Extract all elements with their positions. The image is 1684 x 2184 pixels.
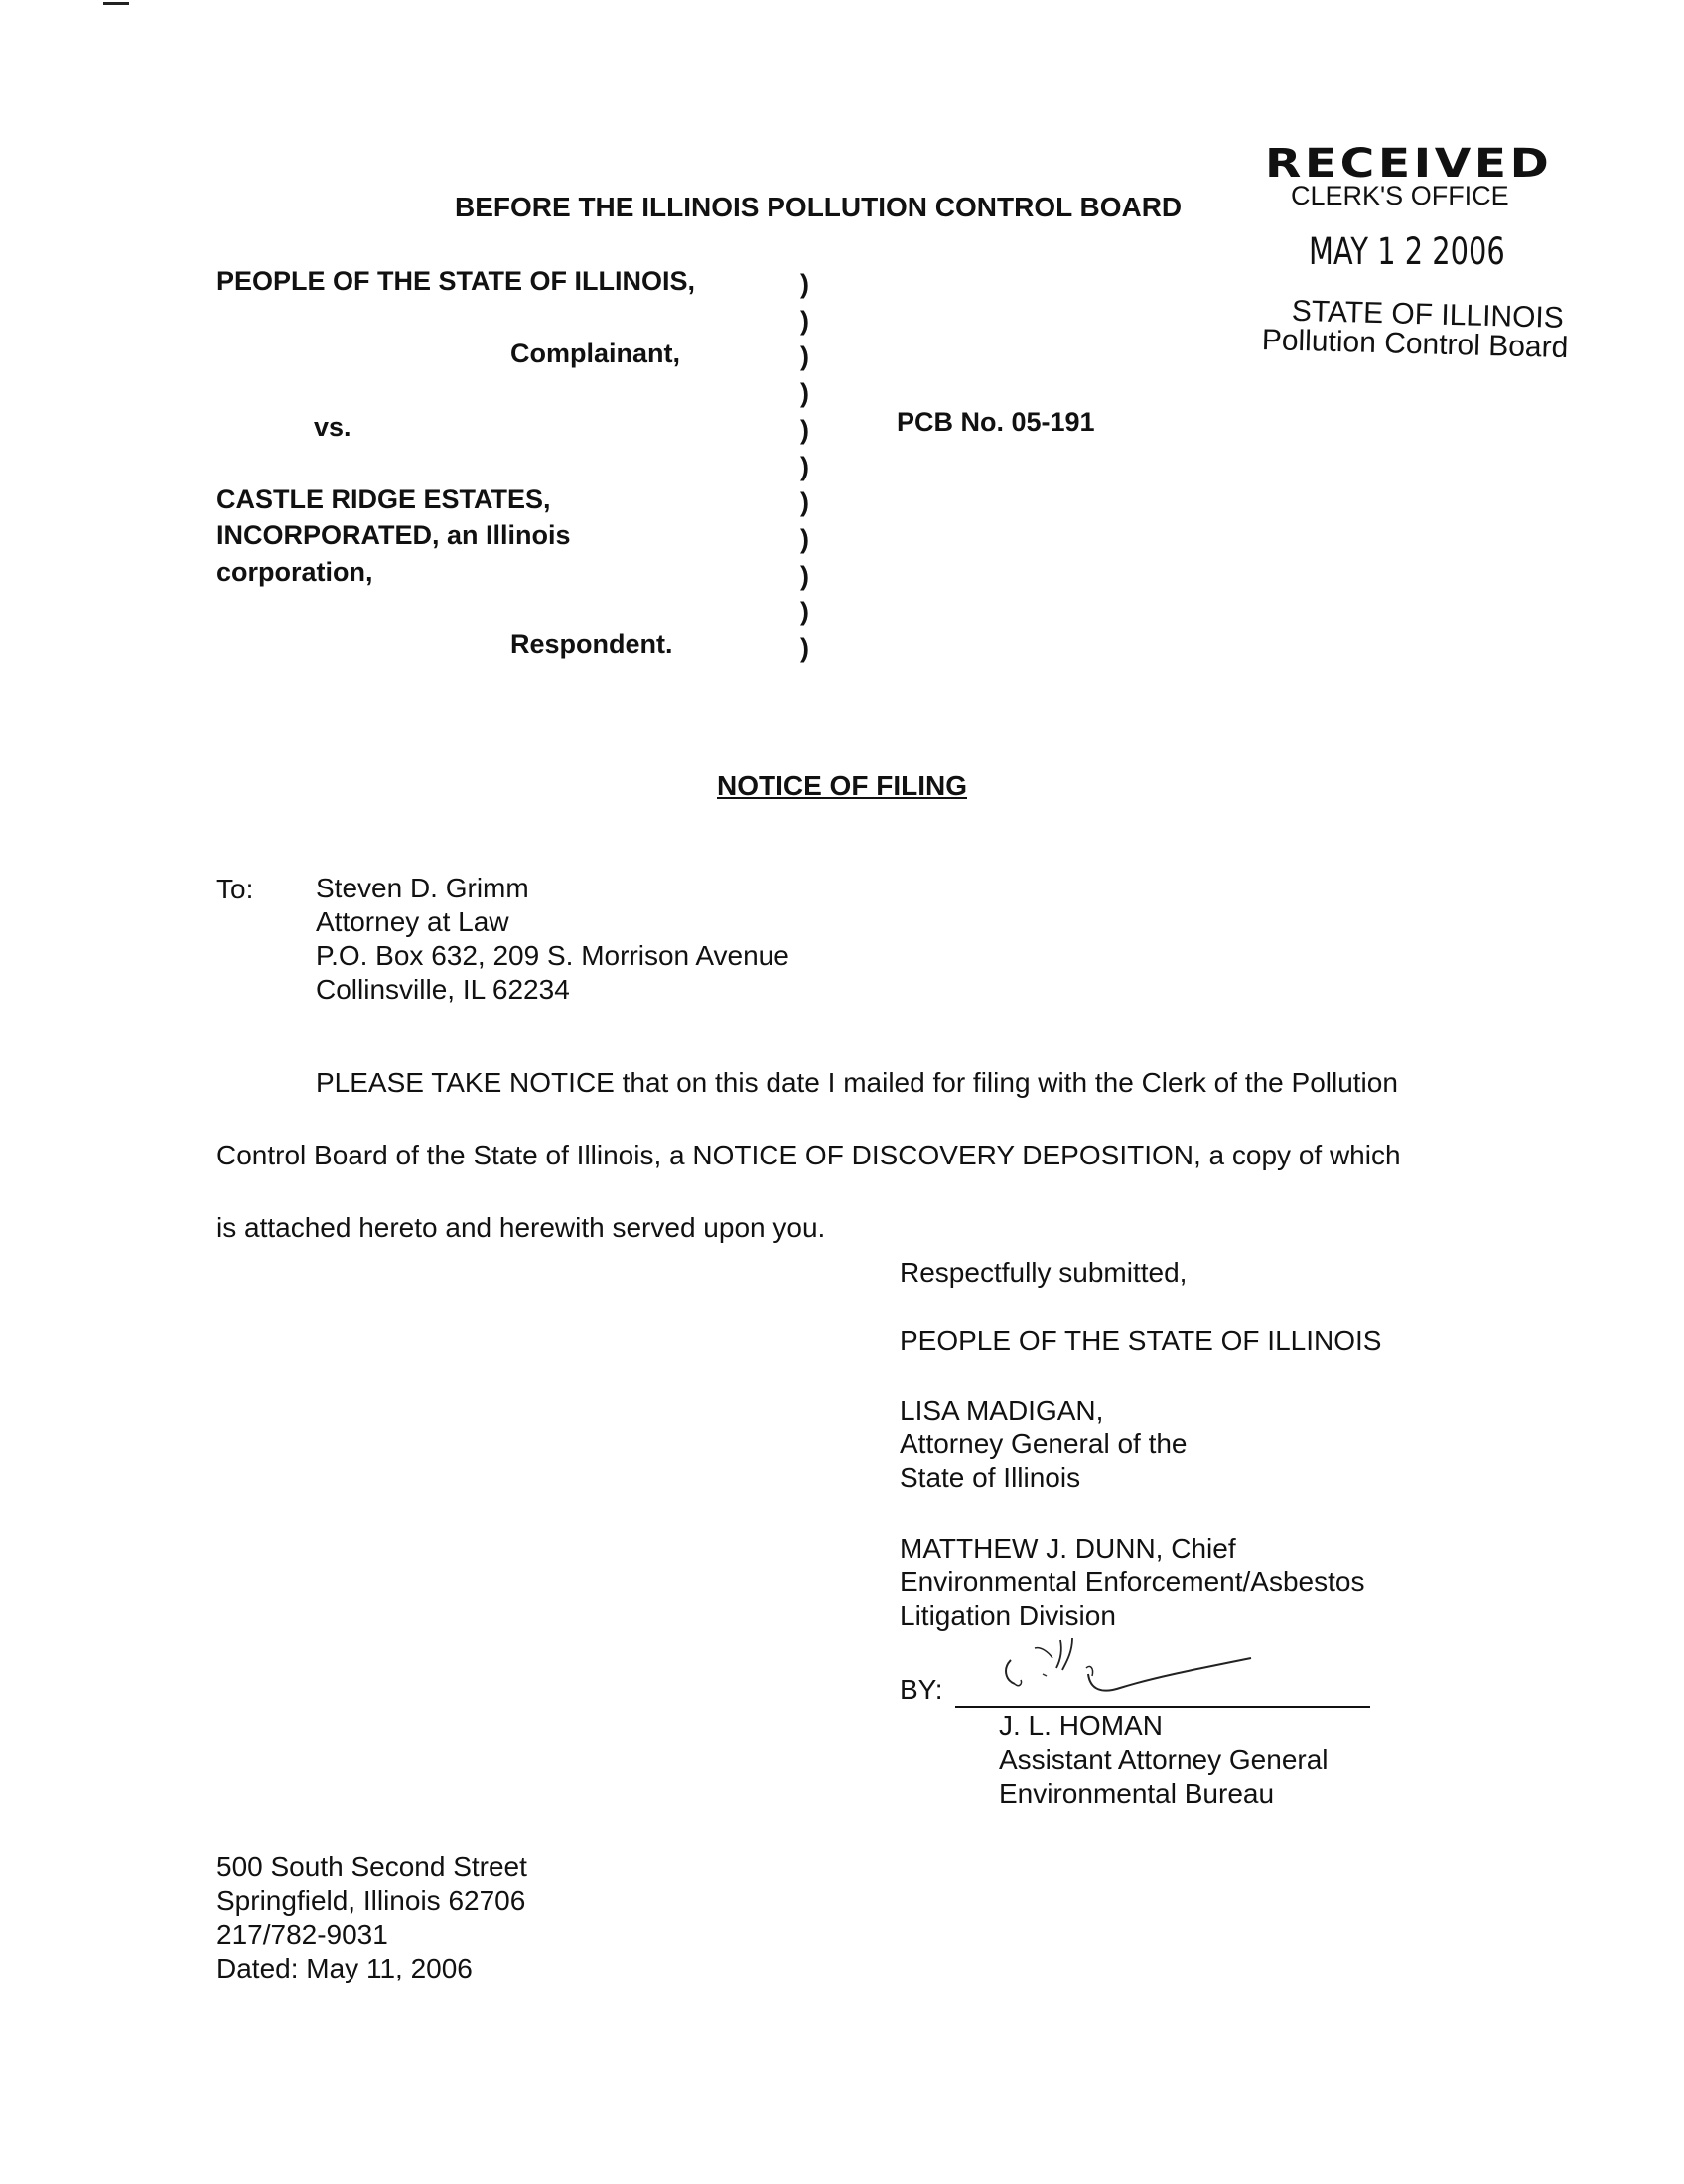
signer-title-line1: Assistant Attorney General [999, 1744, 1329, 1775]
paren: ) [800, 269, 809, 299]
case-number: PCB No. 05-191 [897, 407, 1095, 437]
body-line-1: PLEASE TAKE NOTICE that on this date I mailed for filing with the Clerk of the Pollution [316, 1067, 1398, 1098]
stamp-received-text: RECEIVED [1265, 141, 1553, 187]
versus-label: vs. [314, 412, 351, 442]
sender-phone: 217/782-9031 [216, 1919, 388, 1950]
signer [999, 1709, 1329, 1811]
respondent-name-line1: CASTLE RIDGE ESTATES, [216, 484, 551, 514]
complainant-role: Complainant, [510, 339, 681, 368]
closing: Respectfully submitted, [900, 1257, 1188, 1288]
recipient-address-line1: P.O. Box 632, 209 S. Morrison Avenue [316, 940, 789, 971]
to-label: To: [216, 874, 254, 904]
recipient-address [316, 872, 789, 1007]
paren: ) [800, 487, 809, 518]
respondent-name-line3: corporation, [216, 557, 373, 587]
signer-title-line2: Environmental Bureau [999, 1778, 1275, 1809]
paren: ) [800, 414, 809, 445]
attorney-general [900, 1394, 1188, 1495]
complainant-name: PEOPLE OF THE STATE OF ILLINOIS, [216, 266, 696, 296]
board-heading: BEFORE THE ILLINOIS POLLUTION CONTROL BOARD [455, 192, 1183, 222]
paren: ) [800, 523, 809, 554]
chief-title-line2: Litigation Division [900, 1600, 1116, 1631]
by-label: BY: [900, 1674, 943, 1705]
ag-title-line2: State of Illinois [900, 1462, 1081, 1493]
scan-mark [103, 2, 129, 5]
paren: ) [800, 305, 809, 336]
recipient-name: Steven D. Grimm [316, 873, 529, 903]
chief-title-line1: Environmental Enforcement/Asbestos [900, 1567, 1365, 1597]
stamp-clerks-office: CLERK'S OFFICE [1291, 181, 1509, 210]
sender-address-line2: Springfield, Illinois 62706 [216, 1885, 526, 1916]
party-name: PEOPLE OF THE STATE OF ILLINOIS [900, 1325, 1382, 1356]
caption-parentheses [800, 266, 809, 667]
paren: ) [800, 560, 809, 591]
paren: ) [800, 341, 809, 372]
ag-name: LISA MADIGAN, [900, 1395, 1104, 1426]
respondent-role: Respondent. [510, 629, 673, 659]
stamp-state: STATE OF ILLINOIS [1291, 294, 1565, 335]
recipient-title: Attorney at Law [316, 906, 509, 937]
ag-title-line1: Attorney General of the [900, 1429, 1188, 1459]
body-line-2: Control Board of the State of Illinois, a NOTICE OF DISCOVERY DEPOSITION, a copy of which [216, 1140, 1401, 1170]
sender-address-line1: 500 South Second Street [216, 1851, 527, 1882]
stamp-date: MAY 1 2 2006 [1309, 230, 1505, 273]
handwritten-signature [953, 1618, 1271, 1707]
sender-address [216, 1850, 527, 1985]
recipient-address-line2: Collinsville, IL 62234 [316, 974, 570, 1005]
paren: ) [800, 597, 809, 627]
respondent-name-line2: INCORPORATED, an Illinois [216, 520, 571, 550]
document-title: NOTICE OF FILING [717, 770, 967, 801]
signer-name: J. L. HOMAN [999, 1710, 1163, 1741]
chief-name: MATTHEW J. DUNN, Chief [900, 1533, 1236, 1564]
stamp-state-block [1261, 296, 1569, 363]
paren: ) [800, 451, 809, 481]
dated-line: Dated: May 11, 2006 [216, 1953, 473, 1983]
paren: ) [800, 378, 809, 409]
body-line-3: is attached hereto and herewith served upon you. [216, 1212, 826, 1243]
paren: ) [800, 633, 809, 664]
stamp-board: Pollution Control Board [1261, 323, 1569, 365]
notice-body [216, 1046, 1507, 1264]
